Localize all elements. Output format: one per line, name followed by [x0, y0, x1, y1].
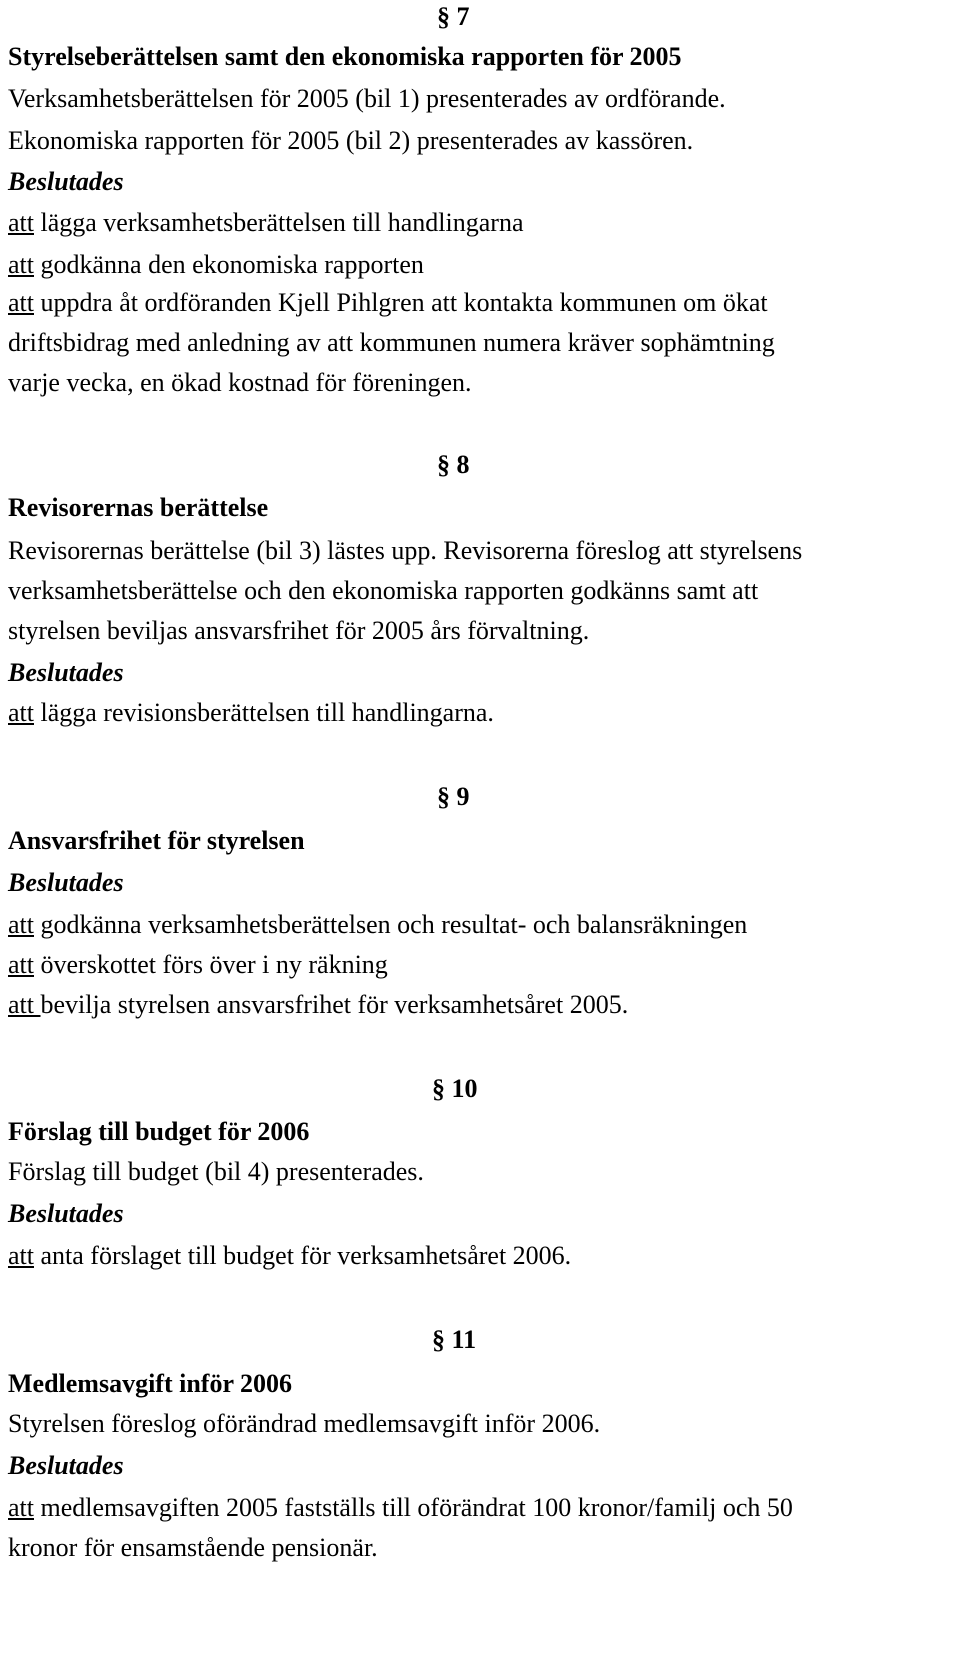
att-keyword: att — [8, 910, 34, 939]
body-text: varje vecka, en ökad kostnad för föreningen. — [8, 368, 472, 397]
section-heading: Styrelseberättelsen samt den ekonomiska rapporten för 2005 — [8, 42, 682, 71]
decision-item — [8, 288, 768, 318]
att-keyword: att — [8, 1493, 34, 1522]
att-keyword: att — [8, 208, 34, 237]
decided-label: Beslutades — [8, 1451, 124, 1480]
body-text: Förslag till budget (bil 4) presenterades. — [8, 1157, 424, 1186]
section-heading: Förslag till budget för 2006 — [8, 1117, 310, 1146]
att-keyword: att — [8, 288, 34, 317]
decision-item — [8, 910, 747, 940]
decision-text: lägga verksamhetsberättelsen till handlingarna — [34, 208, 524, 237]
decided-label: Beslutades — [8, 1199, 124, 1228]
section-number: § 8 — [437, 450, 470, 479]
section-heading: Ansvarsfrihet för styrelsen — [8, 826, 305, 855]
decision-text: godkänna verksamhetsberättelsen och resultat- och balansräkningen — [34, 910, 748, 939]
decision-text: godkänna den ekonomiska rapporten — [34, 250, 424, 279]
section-heading: Medlemsavgift inför 2006 — [8, 1369, 293, 1398]
body-text: Ekonomiska rapporten för 2005 (bil 2) presenterades av kassören. — [8, 126, 694, 155]
section-number: § 10 — [432, 1074, 478, 1103]
att-keyword: att — [8, 250, 34, 279]
decided-label: Beslutades — [8, 658, 124, 687]
decision-text: bevilja styrelsen ansvarsfrihet för verksamhetsåret 2005. — [40, 990, 629, 1019]
decision-item — [8, 1241, 571, 1271]
body-text: driftsbidrag med anledning av att kommunen numera kräver sophämtning — [8, 328, 775, 357]
decision-text: medlemsavgiften 2005 fastställs till oförändrat 100 kronor/familj och 50 — [34, 1493, 793, 1522]
att-keyword: att — [8, 950, 34, 979]
att-keyword: att — [8, 1241, 34, 1270]
body-text: kronor för ensamstående pensionär. — [8, 1533, 378, 1562]
decision-item — [8, 250, 424, 280]
section-number: § 7 — [437, 2, 470, 31]
body-text: styrelsen beviljas ansvarsfrihet för 2005 års förvaltning. — [8, 616, 590, 645]
att-keyword: att — [8, 990, 41, 1019]
decision-item — [8, 1493, 793, 1523]
section-heading: Revisorernas berättelse — [8, 493, 269, 522]
decided-label: Beslutades — [8, 167, 124, 196]
body-text: Styrelsen föreslog oförändrad medlemsavgift inför 2006. — [8, 1409, 601, 1438]
decision-text: uppdra åt ordföranden Kjell Pihlgren att kontakta kommunen om ökat — [34, 288, 768, 317]
decision-item — [8, 208, 524, 238]
body-text: Revisorernas berättelse (bil 3) lästes upp. Revisorerna föreslog att styrelsens — [8, 536, 803, 565]
section-number: § 11 — [432, 1325, 477, 1354]
decided-label: Beslutades — [8, 868, 124, 897]
decision-item — [8, 950, 388, 980]
section-number: § 9 — [437, 782, 470, 811]
decision-text: lägga revisionsberättelsen till handlingarna. — [34, 698, 494, 727]
decision-text: anta förslaget till budget för verksamhetsåret 2006. — [34, 1241, 572, 1270]
att-keyword: att — [8, 698, 34, 727]
decision-text: överskottet förs över i ny räkning — [34, 950, 388, 979]
body-text: Verksamhetsberättelsen för 2005 (bil 1) presenterades av ordförande. — [8, 84, 726, 113]
decision-item — [8, 990, 628, 1020]
decision-item — [8, 698, 494, 728]
body-text: verksamhetsberättelse och den ekonomiska rapporten godkänns samt att — [8, 576, 759, 605]
